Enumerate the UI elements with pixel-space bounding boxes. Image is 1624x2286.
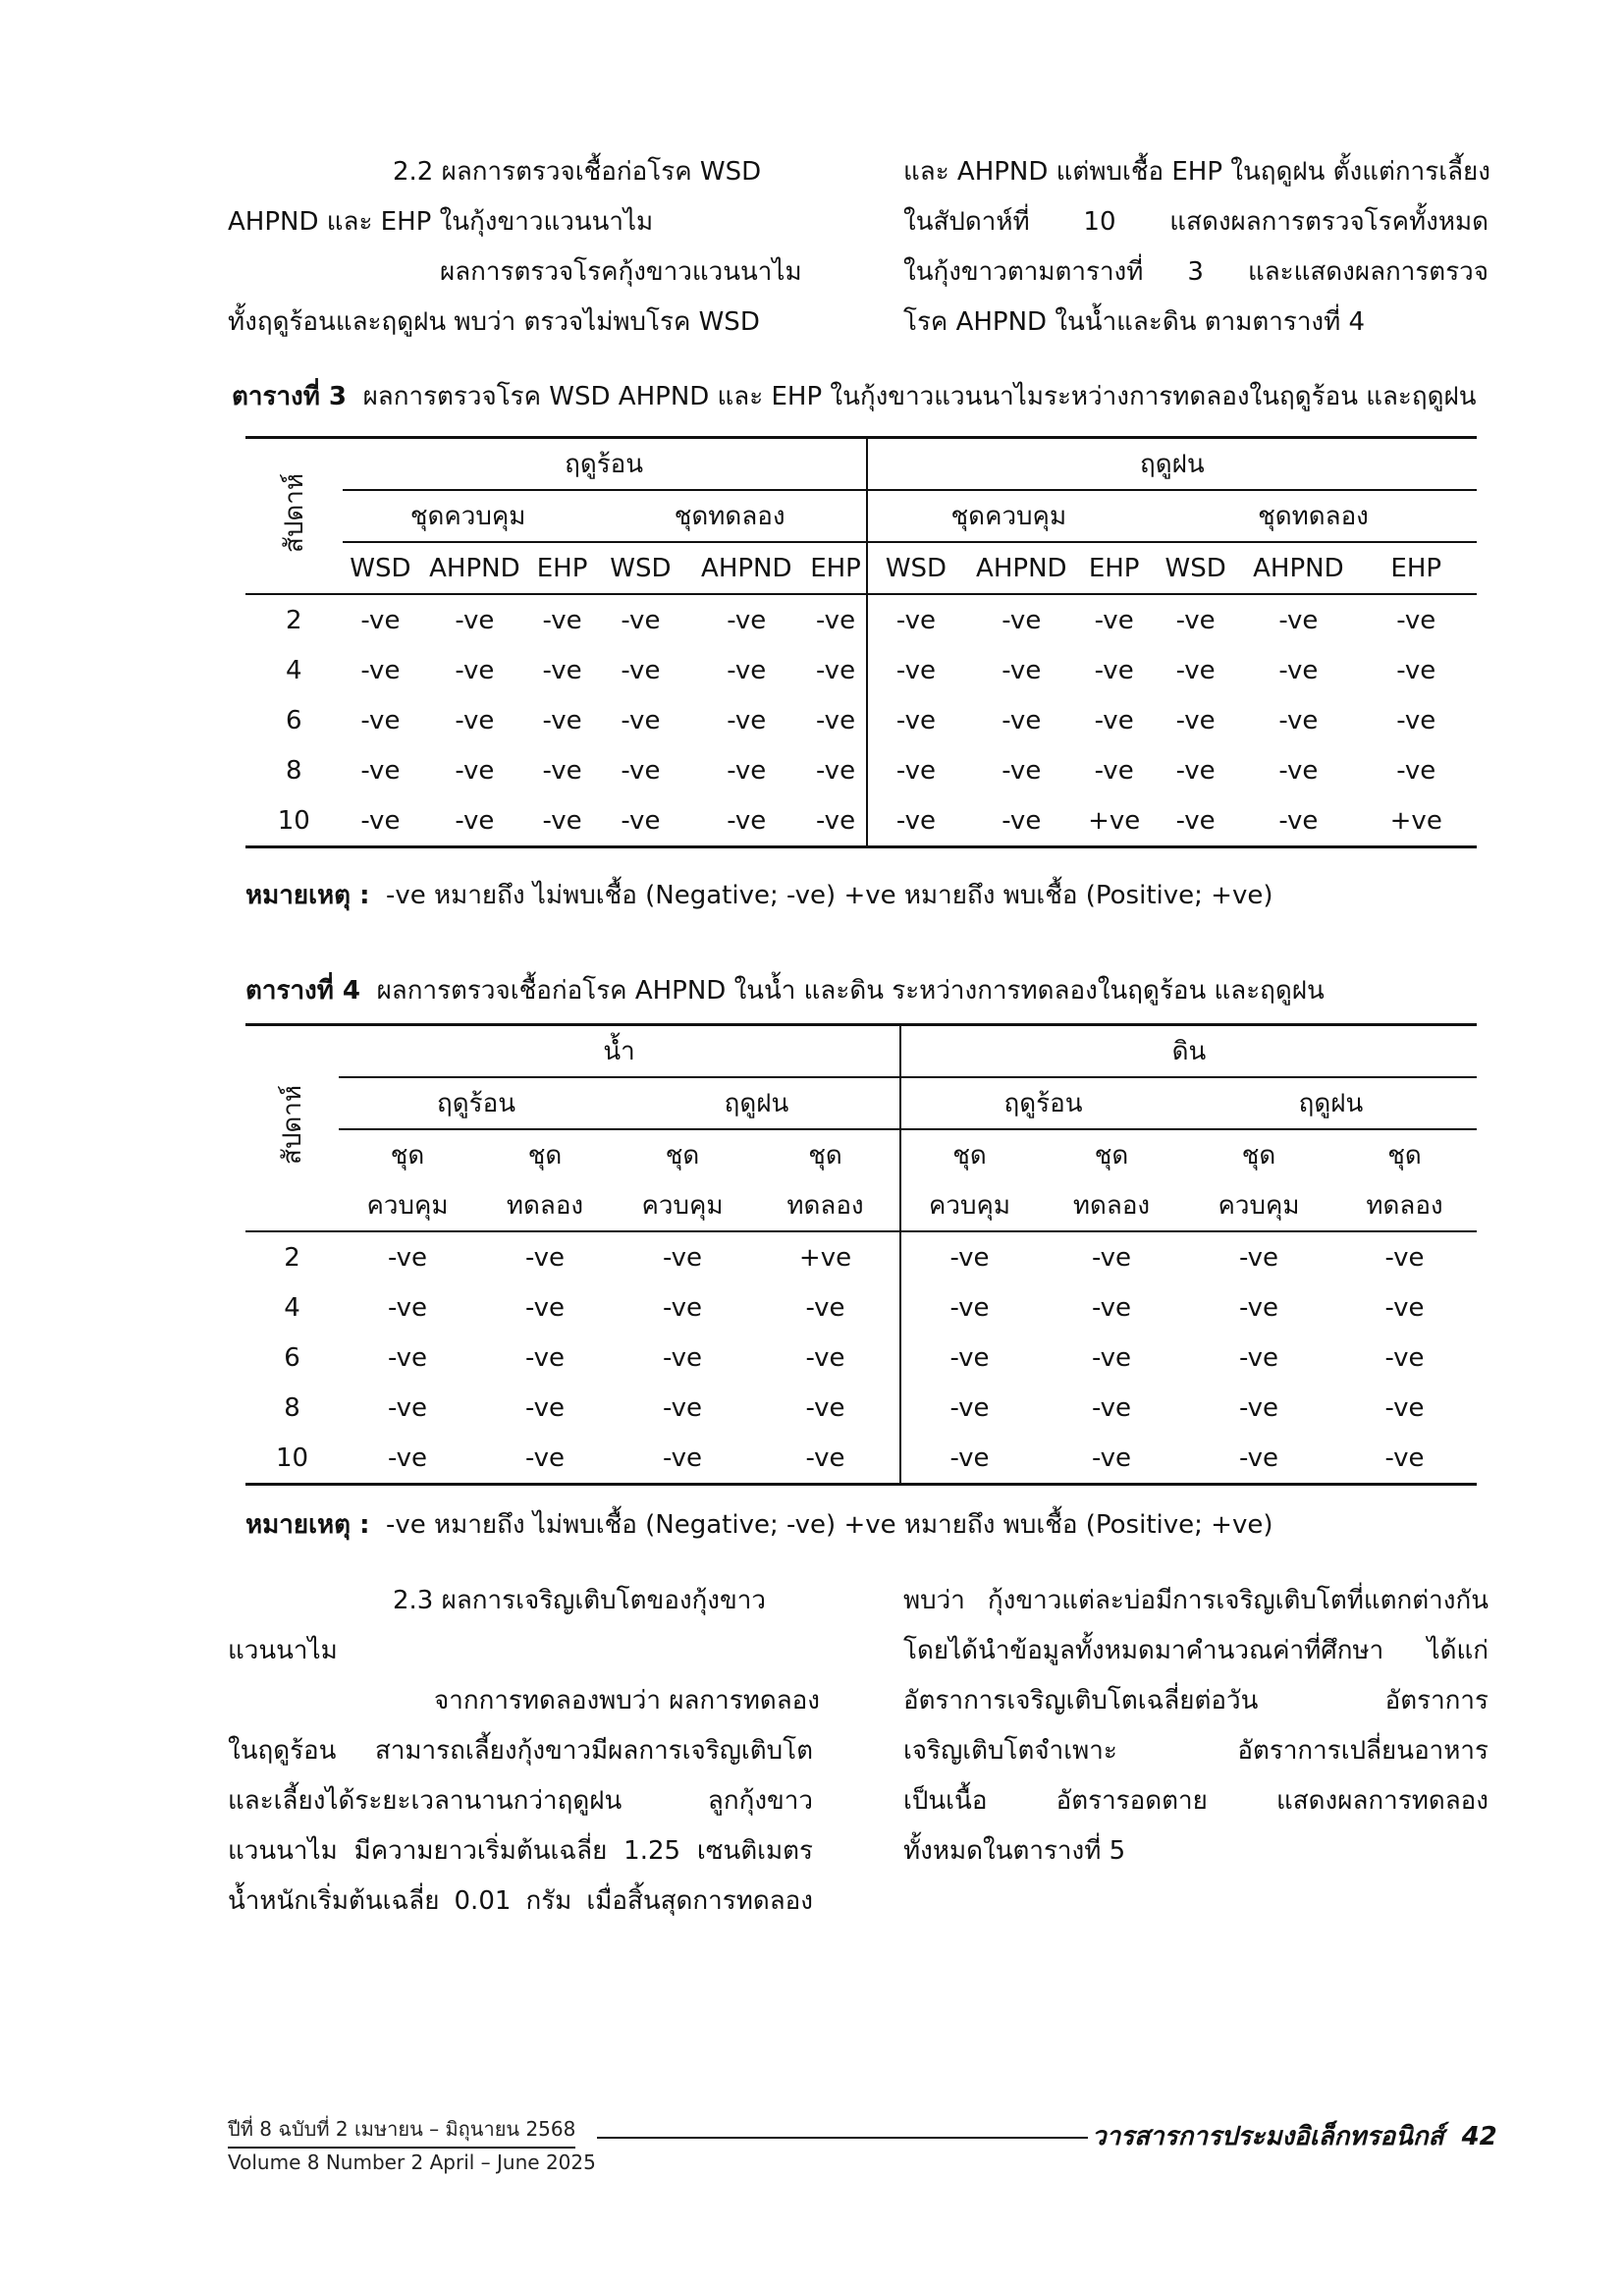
week-cell: 10 xyxy=(275,1442,309,1473)
result-cell: -ve xyxy=(751,1433,900,1485)
result-cell: -ve xyxy=(542,655,582,685)
week-header: สัปดาห์ xyxy=(279,472,309,553)
col-header-ehp: EHP xyxy=(1390,553,1442,583)
result-cell: -ve xyxy=(1278,805,1319,836)
table4-note-text: -ve หมายถึง ไม่พบเชื้อ (Negative; -ve) +ve หมายถึง พบเชื้อ (Positive; +ve) xyxy=(386,1510,1273,1540)
group-trial-header: ชุดทดลอง xyxy=(594,490,867,542)
table4-caption xyxy=(245,970,1325,1010)
season-rain-header: ฤดูฝน xyxy=(614,1077,900,1129)
week-cell: 4 xyxy=(284,1292,300,1323)
text-line: ทั้งหมดในตารางที่ 5 xyxy=(903,1836,1126,1866)
set-word: ชุด xyxy=(527,1141,563,1170)
result-cell: -ve xyxy=(524,1442,566,1473)
week-header: สัปดาห์ xyxy=(278,1085,307,1165)
result-cell: -ve xyxy=(805,795,866,847)
result-cell: -ve xyxy=(387,1292,428,1323)
col-header-ehp: EHP xyxy=(805,542,866,594)
season-rain-header: ฤดูฝน xyxy=(867,438,1477,491)
group-trial-header: ชุดทดลอง xyxy=(1150,490,1477,542)
text-line: ในฤดูร้อน สามารถเลี้ยงกุ้งขาวมีผลการเจริญเติบโต xyxy=(228,1736,813,1766)
result-cell: -ve xyxy=(949,1292,990,1323)
result-cell: -ve xyxy=(1384,1242,1425,1273)
week-cell: 6 xyxy=(284,1342,300,1373)
trial-word: ทดลอง xyxy=(506,1191,584,1221)
right-column-bottom xyxy=(903,1576,1489,1877)
result-cell: -ve xyxy=(387,1342,428,1373)
result-cell: -ve xyxy=(1396,605,1436,635)
group-control-header: ชุดควบคุม xyxy=(343,490,594,542)
season-rain-header: ฤดูฝน xyxy=(1185,1077,1477,1129)
result-cell: -ve xyxy=(727,655,767,685)
col-header-ahpnd: AHPND xyxy=(976,553,1067,583)
result-cell: -ve xyxy=(662,1342,703,1373)
table4-caption-label: ตารางที่ 4 xyxy=(245,976,361,1006)
week-header-cell xyxy=(245,438,343,595)
result-cell: -ve xyxy=(1238,1442,1279,1473)
result-cell: -ve xyxy=(1175,805,1216,836)
result-cell: -ve xyxy=(1094,705,1134,735)
table-row xyxy=(245,1433,1477,1485)
result-cell: -ve xyxy=(387,1442,428,1473)
week-cell: 6 xyxy=(285,705,302,735)
result-cell: -ve xyxy=(949,1342,990,1373)
result-cell: -ve xyxy=(360,805,401,836)
result-cell: -ve xyxy=(1175,605,1216,635)
control-word: ควบคุม xyxy=(1218,1191,1300,1221)
season-hot-header: ฤดูร้อน xyxy=(343,438,867,491)
result-cell: -ve xyxy=(1001,755,1042,786)
result-cell: -ve xyxy=(895,755,936,786)
result-cell: -ve xyxy=(524,1242,566,1273)
result-cell: -ve xyxy=(1278,755,1319,786)
col-header-ahpnd: AHPND xyxy=(701,553,792,583)
week-cell: 8 xyxy=(284,1392,300,1423)
text-line: น้ำหนักเริ่มต้นเฉลี่ย 0.01 กรัม เมื่อสิ้นสุดการทดลอง xyxy=(228,1886,813,1916)
trial-word: ทดลอง xyxy=(1366,1191,1443,1221)
set-word: ชุด xyxy=(1094,1141,1129,1170)
table4-caption-text: ผลการตรวจเชื้อก่อโรค AHPND ในน้ำ และดิน ระหว่างการทดลองในฤดูร้อน และฤดูฝน xyxy=(376,976,1325,1006)
footer-rule xyxy=(597,2137,1088,2139)
result-cell: -ve xyxy=(1091,1342,1132,1373)
set-word: ชุด xyxy=(1241,1141,1276,1170)
result-cell: -ve xyxy=(949,1242,990,1273)
result-cell: -ve xyxy=(360,655,401,685)
col-header-wsd: WSD xyxy=(1164,553,1226,583)
result-cell: -ve xyxy=(1384,1392,1425,1423)
result-cell: -ve xyxy=(455,755,495,786)
result-cell: -ve xyxy=(1001,655,1042,685)
result-cell: -ve xyxy=(1238,1242,1279,1273)
result-cell: -ve xyxy=(621,655,661,685)
footer-journal xyxy=(1092,2116,1497,2156)
table3 xyxy=(245,436,1477,848)
result-cell: -ve xyxy=(662,1242,703,1273)
table-row xyxy=(245,1231,1477,1282)
table-row xyxy=(245,1282,1477,1333)
result-cell: -ve xyxy=(524,1342,566,1373)
medium-water-header: น้ำ xyxy=(339,1025,900,1078)
result-cell: -ve xyxy=(1091,1242,1132,1273)
result-cell: -ve xyxy=(1001,705,1042,735)
result-cell: -ve xyxy=(1384,1342,1425,1373)
result-cell: -ve xyxy=(805,745,866,795)
result-cell: -ve xyxy=(1175,755,1216,786)
result-cell: -ve xyxy=(542,605,582,635)
table3-caption xyxy=(232,376,1477,416)
table3-caption-text: ผลการตรวจโรค WSD AHPND และ EHP ในกุ้งขาวแวนนาไมระหว่างการทดลองในฤดูร้อน และฤดูฝน xyxy=(362,382,1477,411)
result-cell: -ve xyxy=(1396,705,1436,735)
result-cell: -ve xyxy=(360,755,401,786)
result-cell: -ve xyxy=(1091,1442,1132,1473)
week-header-cell xyxy=(245,1025,339,1232)
text-line: และเลี้ยงได้ระยะเวลานานกว่าฤดูฝน ลูกกุ้งขาว xyxy=(228,1786,813,1816)
result-cell: -ve xyxy=(1094,605,1134,635)
result-cell: -ve xyxy=(455,705,495,735)
result-cell: -ve xyxy=(621,805,661,836)
result-cell: -ve xyxy=(1278,655,1319,685)
result-cell: -ve xyxy=(1091,1392,1132,1423)
text-line: 2.3 ผลการเจริญเติบโตของกุ้งขาว xyxy=(393,1586,766,1615)
result-cell: -ve xyxy=(1094,655,1134,685)
result-cell: -ve xyxy=(1384,1442,1425,1473)
left-column-top xyxy=(228,147,813,348)
result-cell: -ve xyxy=(524,1392,566,1423)
result-cell: -ve xyxy=(455,655,495,685)
footer-issue-th: ปีที่ 8 ฉบับที่ 2 เมษายน – มิถุนายน 2568 xyxy=(228,2113,575,2149)
result-cell: -ve xyxy=(662,1442,703,1473)
control-word: ควบคุม xyxy=(366,1191,449,1221)
col-header-ahpnd: AHPND xyxy=(429,553,520,583)
set-word: ชุด xyxy=(751,1129,900,1180)
result-cell: -ve xyxy=(542,755,582,786)
week-cell: 8 xyxy=(285,755,302,786)
result-cell: -ve xyxy=(621,755,661,786)
control-word: ควบคุม xyxy=(641,1191,724,1221)
result-cell: -ve xyxy=(895,705,936,735)
result-cell: -ve xyxy=(1396,755,1436,786)
season-hot-header: ฤดูร้อน xyxy=(900,1077,1185,1129)
result-cell: -ve xyxy=(805,594,866,645)
text-line: ทั้งฤดูร้อนและฤดูฝน พบว่า ตรวจไม่พบโรค WSD xyxy=(228,307,760,337)
result-cell: +ve xyxy=(751,1231,900,1282)
result-cell: +ve xyxy=(1389,805,1442,836)
table4-note-label: หมายเหตุ : xyxy=(245,1510,370,1540)
result-cell: -ve xyxy=(751,1282,900,1333)
text-line: แวนนาไม มีความยาวเริ่มต้นเฉลี่ย 1.25 เซนติเมตร xyxy=(228,1836,813,1866)
result-cell: -ve xyxy=(949,1392,990,1423)
text-line: อัตราการเจริญเติบโตเฉลี่ยต่อวัน อัตราการ xyxy=(903,1686,1489,1715)
col-header-wsd: WSD xyxy=(885,553,947,583)
set-word: ชุด xyxy=(390,1141,425,1170)
week-cell: 4 xyxy=(285,655,302,685)
result-cell: -ve xyxy=(387,1242,428,1273)
result-cell: -ve xyxy=(360,705,401,735)
week-cell: 10 xyxy=(277,805,310,836)
result-cell: -ve xyxy=(1238,1392,1279,1423)
result-cell: -ve xyxy=(1001,605,1042,635)
result-cell: -ve xyxy=(1238,1292,1279,1323)
table-row xyxy=(245,1383,1477,1433)
table-row xyxy=(245,645,1477,695)
result-cell: -ve xyxy=(542,705,582,735)
text-line: เป็นเนื้อ อัตรารอดตาย แสดงผลการทดลอง xyxy=(903,1786,1489,1816)
col-header-ehp: EHP xyxy=(1088,553,1140,583)
table-row xyxy=(245,745,1477,795)
footer-issue-en: Volume 8 Number 2 April – June 2025 xyxy=(228,2150,596,2174)
text-line: พบว่า กุ้งขาวแต่ละบ่อมีการเจริญเติบโตที่แตกต่างกัน xyxy=(903,1586,1489,1615)
text-line: และ AHPND แต่พบเชื้อ EHP ในฤดูฝน ตั้งแต่การเลี้ยง xyxy=(903,157,1490,187)
table3-note xyxy=(245,875,1272,915)
table3-note-label: หมายเหตุ : xyxy=(245,881,370,910)
week-cell: 2 xyxy=(284,1242,300,1273)
text-line: แวนนาไม xyxy=(228,1636,338,1665)
table-row xyxy=(245,594,1477,645)
result-cell: -ve xyxy=(751,1383,900,1433)
text-line: โรค AHPND ในน้ำและดิน ตามตารางที่ 4 xyxy=(903,307,1366,337)
left-column-bottom xyxy=(228,1576,820,1927)
medium-soil-header: ดิน xyxy=(900,1025,1477,1078)
result-cell: -ve xyxy=(524,1292,566,1323)
set-word: ชุด xyxy=(1387,1141,1422,1170)
result-cell: -ve xyxy=(1238,1342,1279,1373)
result-cell: -ve xyxy=(455,605,495,635)
text-line: 2.2 ผลการตรวจเชื้อก่อโรค WSD xyxy=(393,157,762,187)
set-word: ชุด xyxy=(665,1141,700,1170)
trial-word: ทดลอง xyxy=(1072,1191,1151,1221)
result-cell: -ve xyxy=(662,1392,703,1423)
result-cell: -ve xyxy=(621,705,661,735)
result-cell: -ve xyxy=(387,1392,428,1423)
result-cell: -ve xyxy=(1278,705,1319,735)
set-word: ชุด xyxy=(952,1141,987,1170)
result-cell: -ve xyxy=(662,1292,703,1323)
week-cell: 2 xyxy=(285,605,302,635)
text-line: ผลการตรวจโรคกุ้งขาวแวนนาไม xyxy=(440,257,802,287)
result-cell: -ve xyxy=(727,805,767,836)
group-control-header: ชุดควบคุม xyxy=(867,490,1150,542)
result-cell: -ve xyxy=(751,1333,900,1383)
result-cell: -ve xyxy=(1001,805,1042,836)
page-number: 42 xyxy=(1461,2122,1497,2151)
result-cell: -ve xyxy=(895,655,936,685)
result-cell: -ve xyxy=(1091,1292,1132,1323)
result-cell: -ve xyxy=(727,755,767,786)
text-line: ในกุ้งขาวตามตารางที่ 3 และแสดงผลการตรวจ xyxy=(903,257,1489,287)
table-row xyxy=(245,795,1477,847)
text-line: ในสัปดาห์ที่ 10 แสดงผลการตรวจโรคทั้งหมด xyxy=(903,207,1489,237)
journal-name: วารสารการประมงอิเล็กทรอนิกส์ xyxy=(1092,2122,1444,2151)
result-cell: -ve xyxy=(1396,655,1436,685)
col-header-wsd: WSD xyxy=(350,553,411,583)
result-cell: -ve xyxy=(727,605,767,635)
result-cell: -ve xyxy=(1384,1292,1425,1323)
result-cell: -ve xyxy=(1175,655,1216,685)
result-cell: -ve xyxy=(360,605,401,635)
control-word: ควบคุม xyxy=(928,1191,1011,1221)
result-cell: -ve xyxy=(1278,605,1319,635)
trial-word: ทดลอง xyxy=(751,1180,900,1231)
col-header-ahpnd: AHPND xyxy=(1253,553,1344,583)
text-line: โดยได้นำข้อมูลทั้งหมดมาคำนวณค่าที่ศึกษา ได้แก่ xyxy=(903,1636,1489,1665)
result-cell: -ve xyxy=(1094,755,1134,786)
text-line: เจริญเติบโตจำเพาะ อัตราการเปลี่ยนอาหาร xyxy=(903,1736,1489,1766)
table3-caption-label: ตารางที่ 3 xyxy=(232,382,348,411)
text-line: จากการทดลองพบว่า ผลการทดลอง xyxy=(434,1686,820,1715)
table4 xyxy=(245,1023,1477,1486)
result-cell: -ve xyxy=(727,705,767,735)
col-header-wsd: WSD xyxy=(610,553,672,583)
result-cell: -ve xyxy=(542,805,582,836)
season-hot-header: ฤดูร้อน xyxy=(339,1077,614,1129)
table-row xyxy=(245,695,1477,745)
right-column-top xyxy=(903,147,1489,348)
table3-note-text: -ve หมายถึง ไม่พบเชื้อ (Negative; -ve) +ve หมายถึง พบเชื้อ (Positive; +ve) xyxy=(386,881,1273,910)
col-header-ehp: EHP xyxy=(536,553,588,583)
table-row xyxy=(245,1333,1477,1383)
table4-note xyxy=(245,1504,1272,1545)
result-cell: -ve xyxy=(455,805,495,836)
result-cell: -ve xyxy=(805,695,866,745)
result-cell: -ve xyxy=(895,805,936,836)
result-cell: -ve xyxy=(895,605,936,635)
text-line: AHPND และ EHP ในกุ้งขาวแวนนาไม xyxy=(228,207,654,237)
result-cell: -ve xyxy=(805,645,866,695)
result-cell: -ve xyxy=(621,605,661,635)
result-cell: -ve xyxy=(949,1442,990,1473)
result-cell: +ve xyxy=(1088,805,1141,836)
result-cell: -ve xyxy=(1175,705,1216,735)
